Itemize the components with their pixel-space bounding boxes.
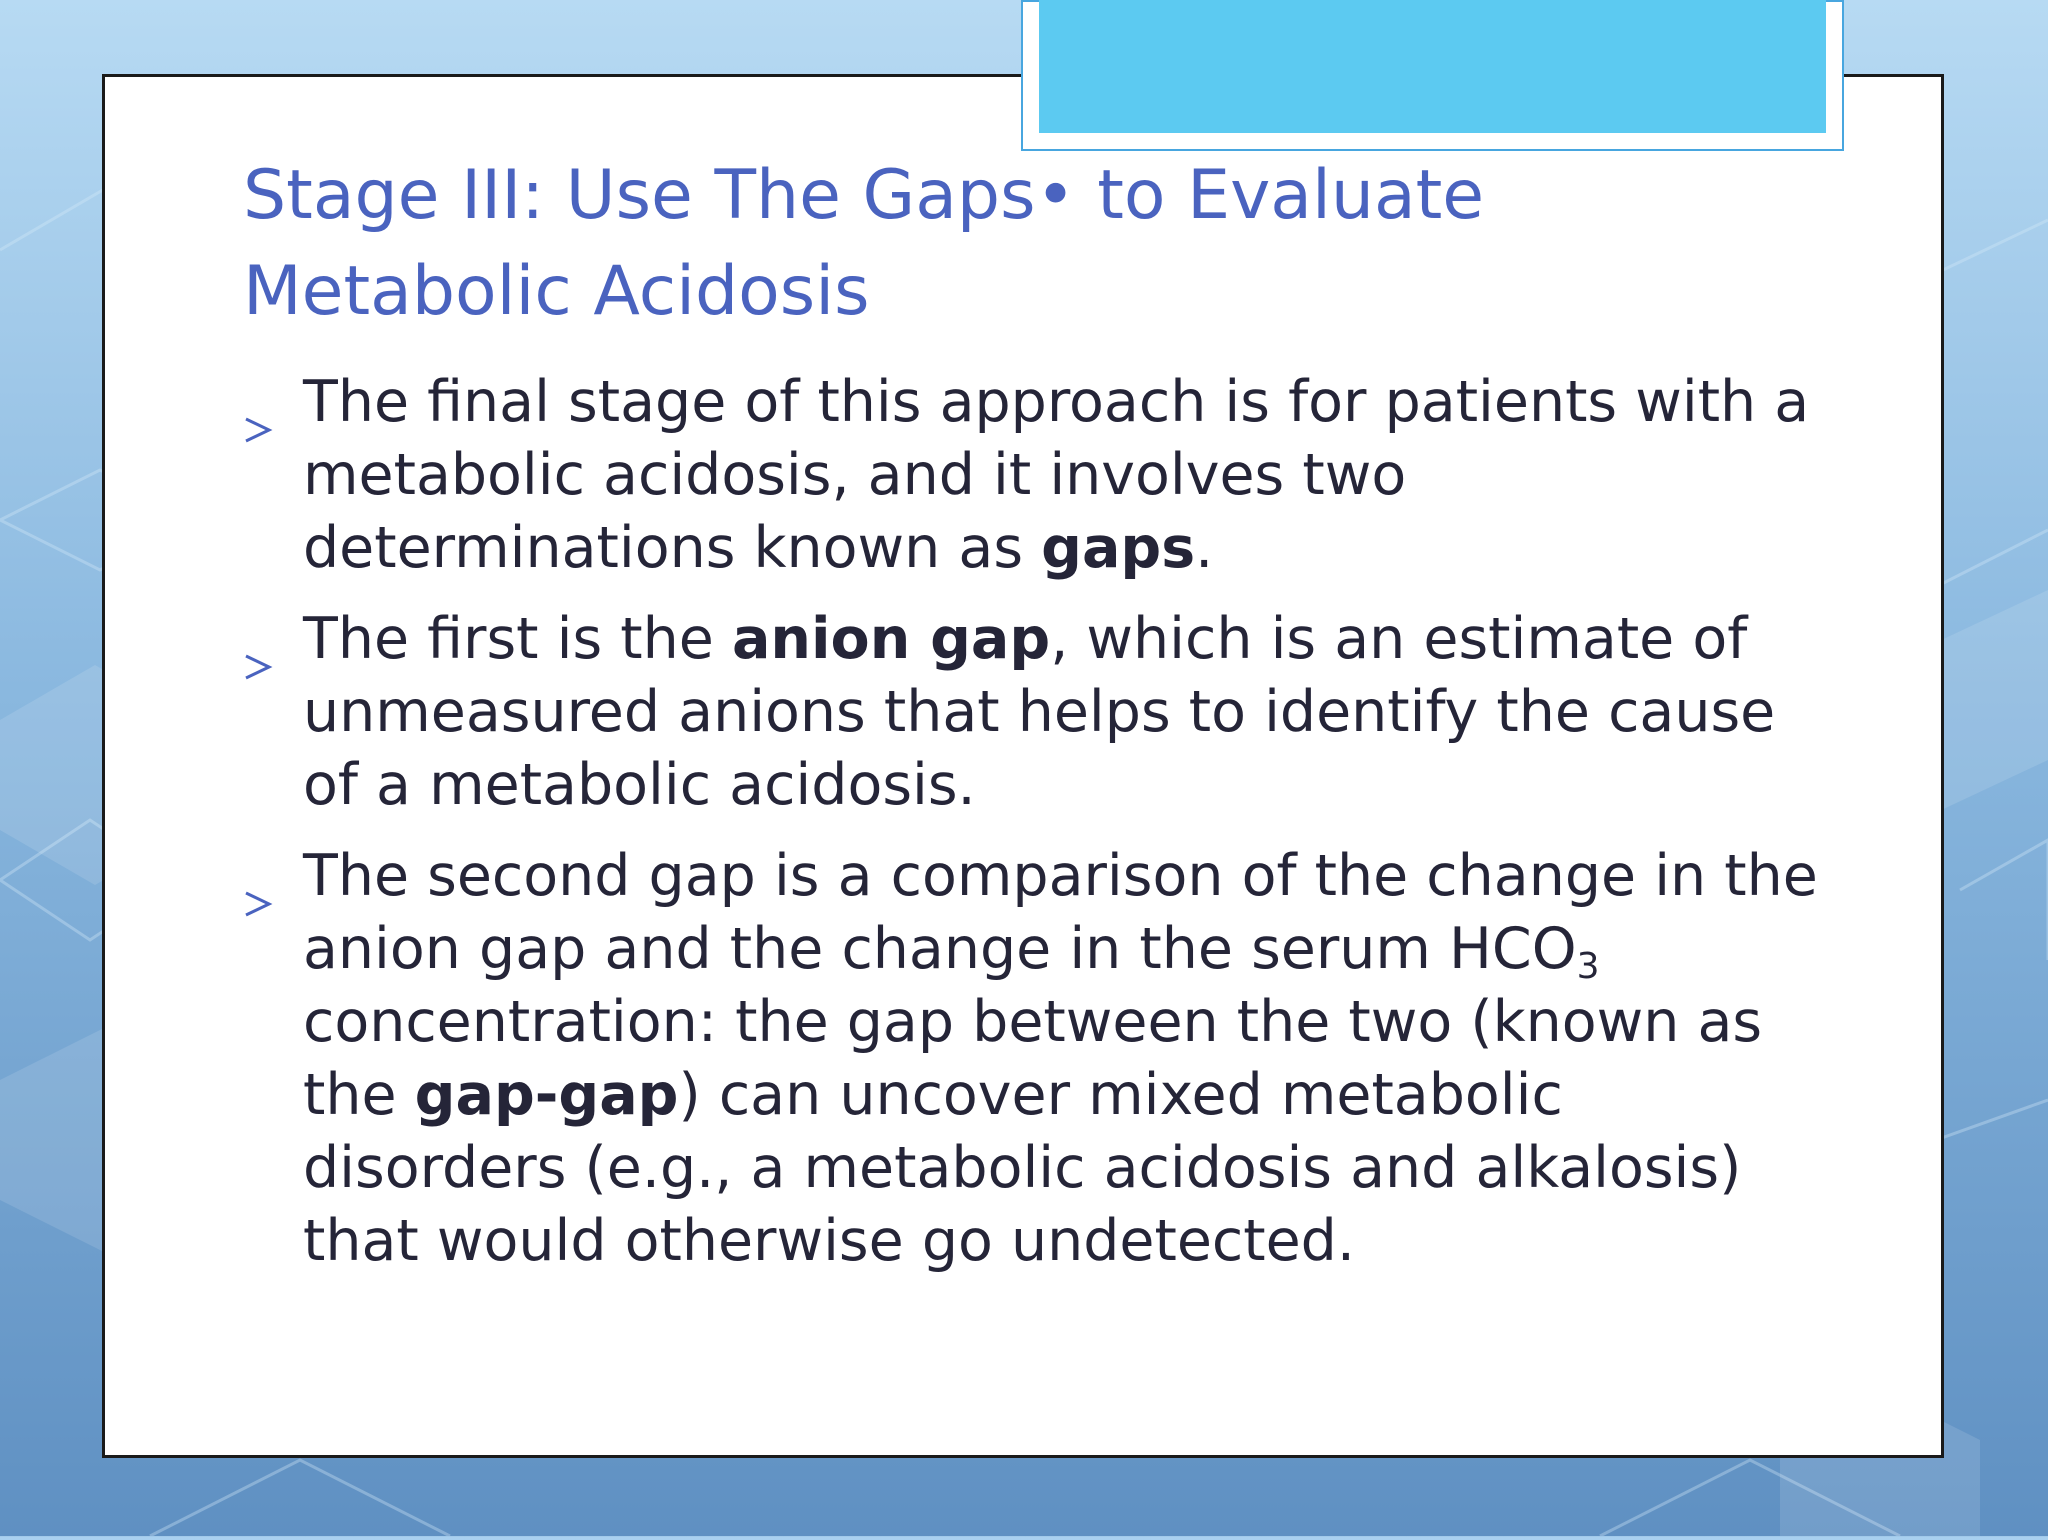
arrowhead-icon	[243, 652, 273, 682]
bullet-text-middle: concentration: the gap between the two (known as the	[303, 989, 1763, 1128]
arrowhead-bullet-icon	[243, 390, 273, 420]
bullet-list	[243, 366, 1843, 1296]
bullet-text-end: .	[1195, 515, 1214, 581]
bullet-emphasis-anion-gap: anion gap	[731, 606, 1051, 672]
arrowhead-bullet-icon	[243, 627, 273, 657]
bullet-item-gap-gap	[243, 840, 1843, 1278]
bullet-item-anion-gap	[243, 603, 1843, 822]
accent-blue-block	[1039, 0, 1826, 133]
arrowhead-icon	[243, 889, 273, 919]
bullet-text: The final stage of this approach is for patients with a metabolic acidosis, and it involves two determinations known as	[303, 369, 1810, 581]
bullet-text: The second gap is a comparison of the change in the anion gap and the change in the serum HCO	[303, 843, 1818, 982]
bullet-text: The first is the	[303, 606, 732, 672]
bullet-text-end: , which is an estimate of unmeasured anions that helps to identify the cause of a metabolic acidosis.	[303, 606, 1776, 818]
subscript-three: 3	[1576, 946, 1600, 987]
arrowhead-icon	[243, 415, 273, 445]
bullet-item-gaps	[243, 366, 1843, 585]
arrowhead-bullet-icon	[243, 864, 273, 894]
bullet-emphasis-gaps: gaps	[1041, 515, 1196, 581]
bullet-emphasis-gap-gap: gap-gap	[414, 1062, 679, 1128]
slide-title: Stage III: Use The Gaps• to Evaluate Metabolic Acidosis	[243, 156, 1485, 331]
bullet-text-end: ) can uncover mixed metabolic disorders (e.g., a metabolic acidosis and alkalosis) that would otherwise go undetected.	[303, 1062, 1742, 1274]
